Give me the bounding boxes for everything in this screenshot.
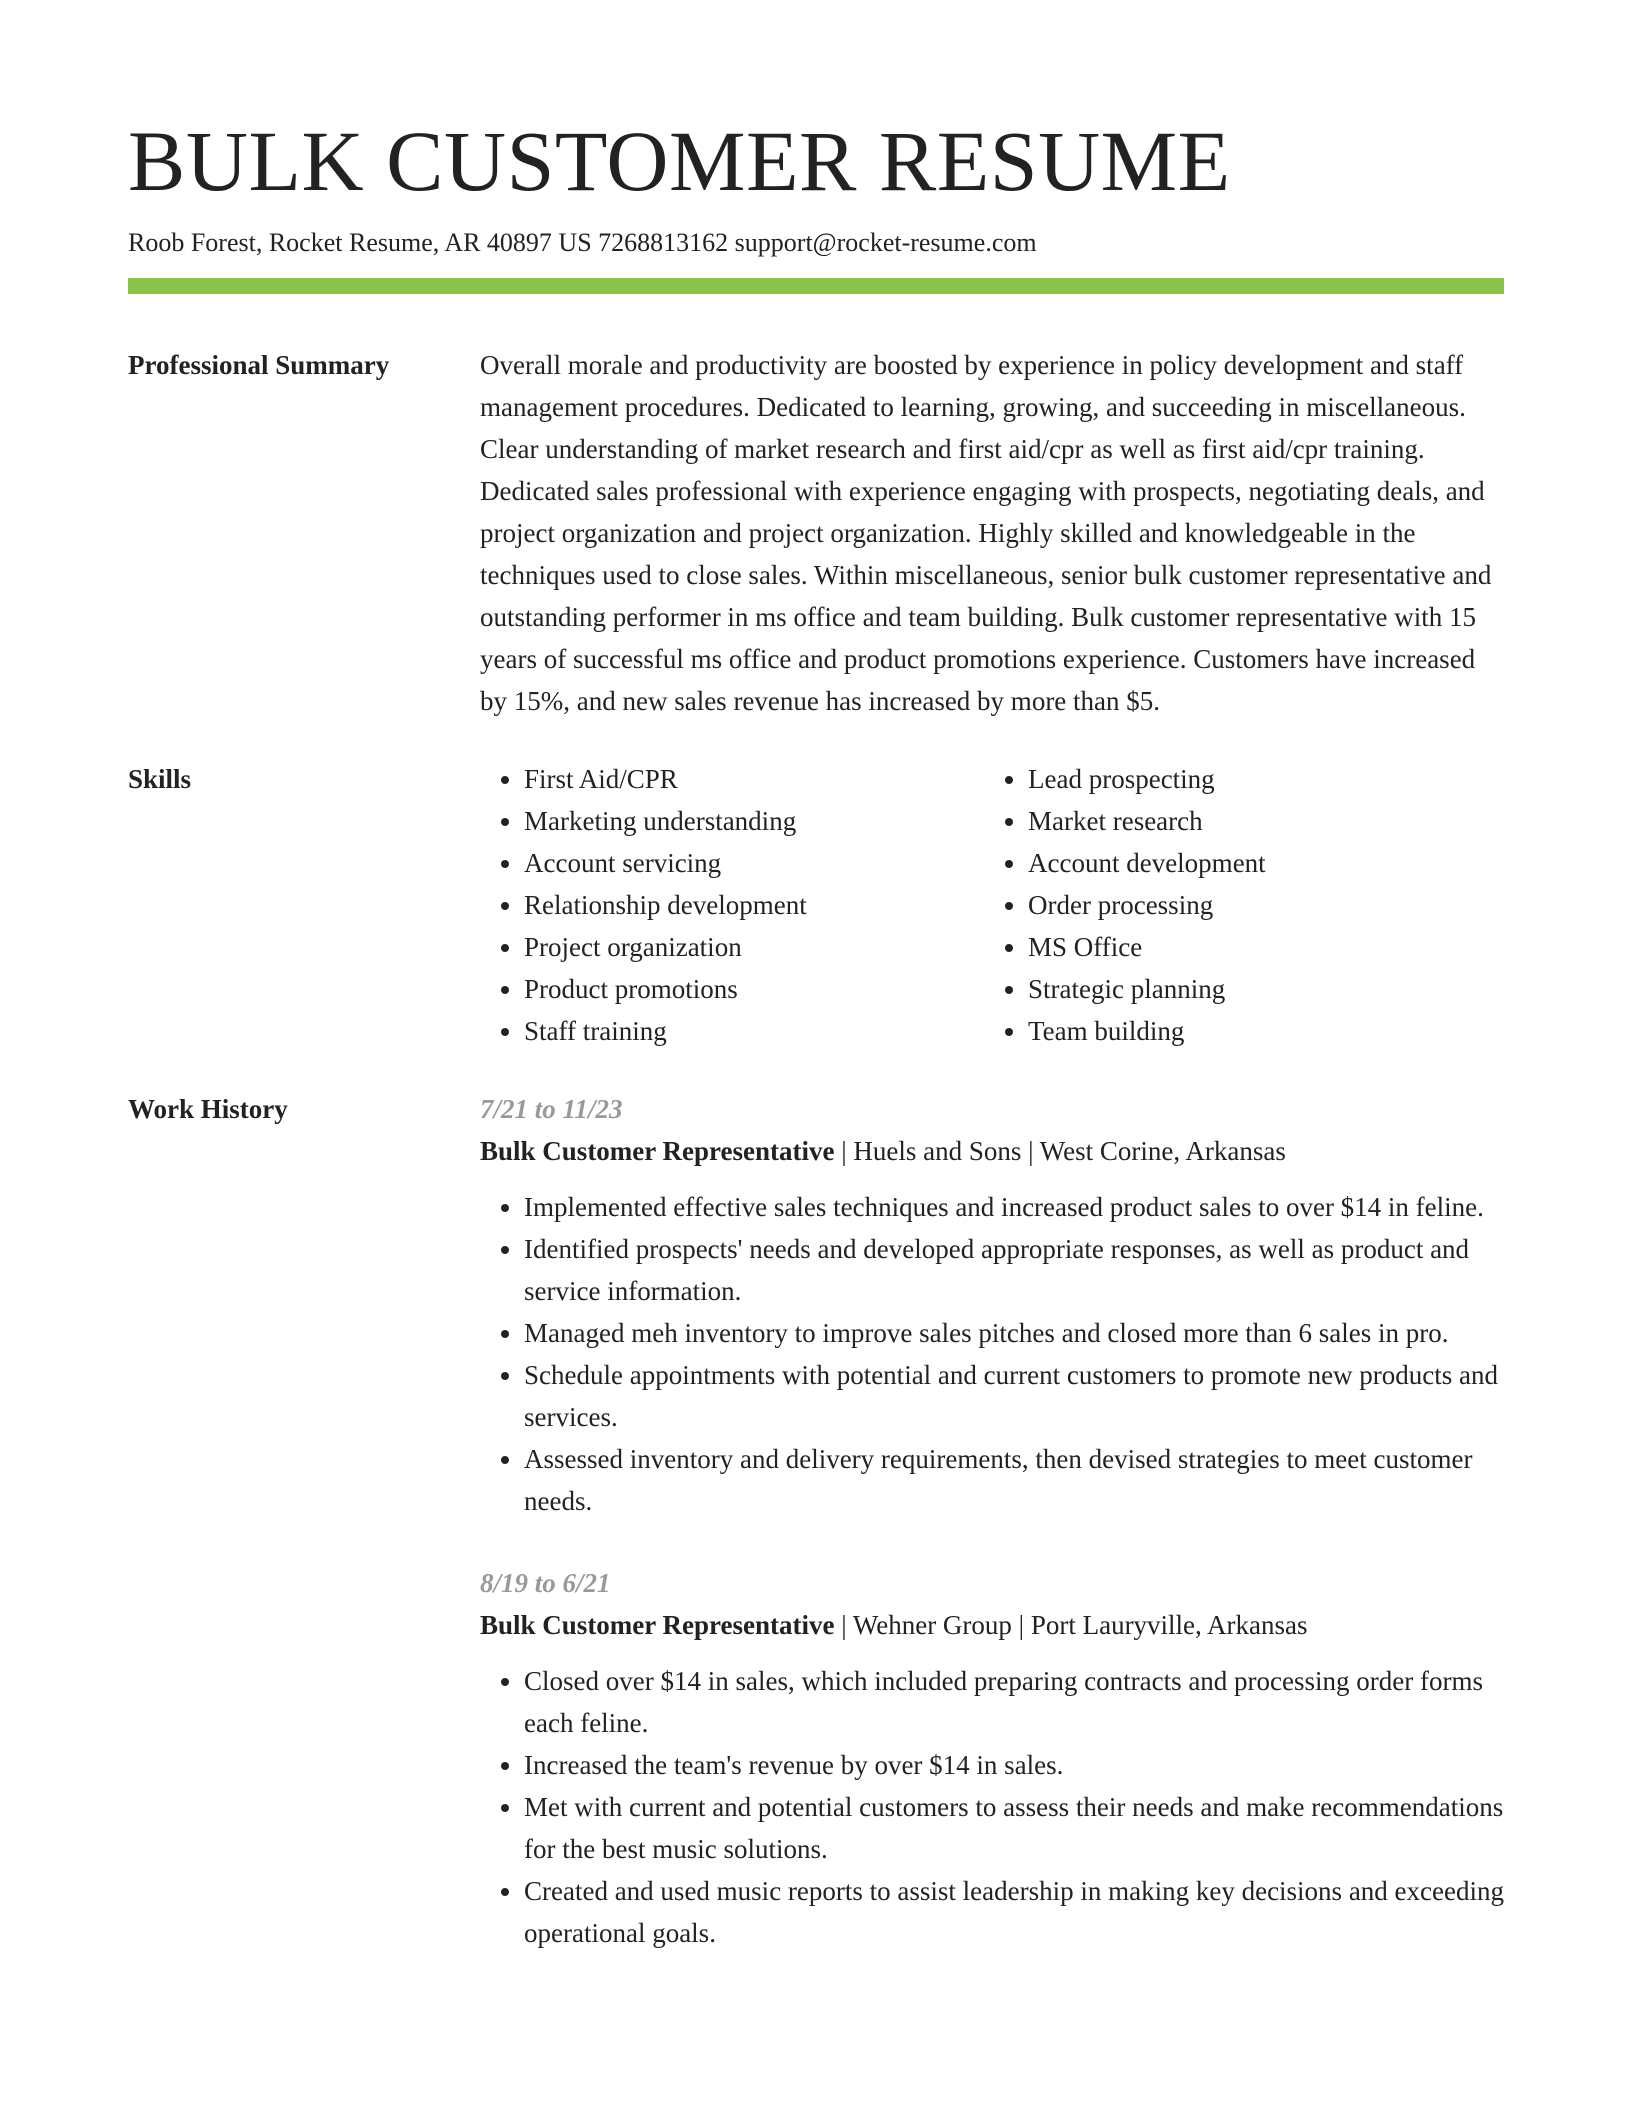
skill-item: • Lead prospecting — [1028, 758, 1488, 800]
skills-list-right — [984, 758, 1488, 1052]
skill-item: • First Aid/CPR — [524, 758, 984, 800]
work-history-section — [128, 1088, 1504, 1954]
work-entries — [480, 1088, 1504, 1954]
skill-item: • MS Office — [1028, 926, 1488, 968]
skill-item: • Relationship development — [524, 884, 984, 926]
job-bullet: • Implemented effective sales techniques and increased product sales to over $14 in feline. — [524, 1186, 1504, 1228]
skill-item: • Product promotions — [524, 968, 984, 1010]
skill-item: • Account development — [1028, 842, 1488, 884]
accent-divider — [128, 278, 1504, 294]
skill-item: • Staff training — [524, 1010, 984, 1052]
job-entry — [480, 1088, 1504, 1522]
job-bullet: • Increased the team's revenue by over $14 in sales. — [524, 1744, 1504, 1786]
job-bullets — [480, 1660, 1504, 1954]
job-date: 8/19 to 6/21 — [480, 1568, 611, 1598]
skill-item: • Market research — [1028, 800, 1488, 842]
skills-list-left — [480, 758, 984, 1052]
section-label-work: Work History — [128, 1094, 288, 1124]
resume-page — [128, 113, 1504, 1954]
job-bullet: • Created and used music reports to assist leadership in making key decisions and exceeding operational goals. — [524, 1870, 1504, 1954]
contact-line: Roob Forest, Rocket Resume, AR 40897 US 7268813162 support@rocket-resume.com — [128, 228, 1037, 257]
job-date: 7/21 to 11/23 — [480, 1094, 623, 1124]
job-title: Bulk Customer Representative — [480, 1136, 835, 1166]
skill-item: • Account servicing — [524, 842, 984, 884]
section-label-summary: Professional Summary — [128, 350, 390, 380]
skills-columns — [480, 758, 1504, 1052]
job-entry — [480, 1562, 1504, 1954]
job-bullet: • Closed over $14 in sales, which included preparing contracts and processing order forms each feline. — [524, 1660, 1504, 1744]
job-details: | Wehner Group | Port Lauryville, Arkansas — [834, 1610, 1308, 1640]
job-bullet: • Identified prospects' needs and developed appropriate responses, as well as product and service information. — [524, 1228, 1504, 1312]
skill-item: • Order processing — [1028, 884, 1488, 926]
skills-section — [128, 758, 1504, 1052]
job-details: | Huels and Sons | West Corine, Arkansas — [834, 1136, 1286, 1166]
job-heading — [480, 1604, 1504, 1646]
skill-item: • Project organization — [524, 926, 984, 968]
job-bullet: • Met with current and potential customers to assess their needs and make recommendations for the best music solutions. — [524, 1786, 1504, 1870]
professional-summary-section — [128, 344, 1504, 722]
job-bullet: • Managed meh inventory to improve sales pitches and closed more than 6 sales in pro. — [524, 1312, 1504, 1354]
skill-item: • Team building — [1028, 1010, 1488, 1052]
skill-item: • Marketing understanding — [524, 800, 984, 842]
job-title: Bulk Customer Representative — [480, 1610, 835, 1640]
summary-text: Overall morale and productivity are boosted by experience in policy development and staff management procedures. Dedicated to learning, growing, and succeeding in miscellaneous. Clear understanding of market research and first aid/cpr as well as first aid/cpr training. Dedicated sales professional with experience engaging with prospects, negotiating deals, and project organization and project organization. Highly skilled and knowledgeable in the techniques used to close sales. Within miscellaneous, senior bulk customer representative and outstanding performer in ms office and team building. Bulk customer representative with 15 years of successful ms office and product promotions experience. Customers have increased by 15%, and new sales revenue has increased by more than $5. — [480, 350, 1492, 716]
job-bullet: • Schedule appointments with potential and current customers to promote new products and services. — [524, 1354, 1504, 1438]
skill-item: • Strategic planning — [1028, 968, 1488, 1010]
resume-name: BULK CUSTOMER RESUME — [128, 113, 1231, 209]
job-bullets — [480, 1186, 1504, 1522]
job-heading — [480, 1130, 1504, 1172]
section-label-skills: Skills — [128, 764, 192, 794]
job-bullet: • Assessed inventory and delivery requirements, then devised strategies to meet customer needs. — [524, 1438, 1504, 1522]
